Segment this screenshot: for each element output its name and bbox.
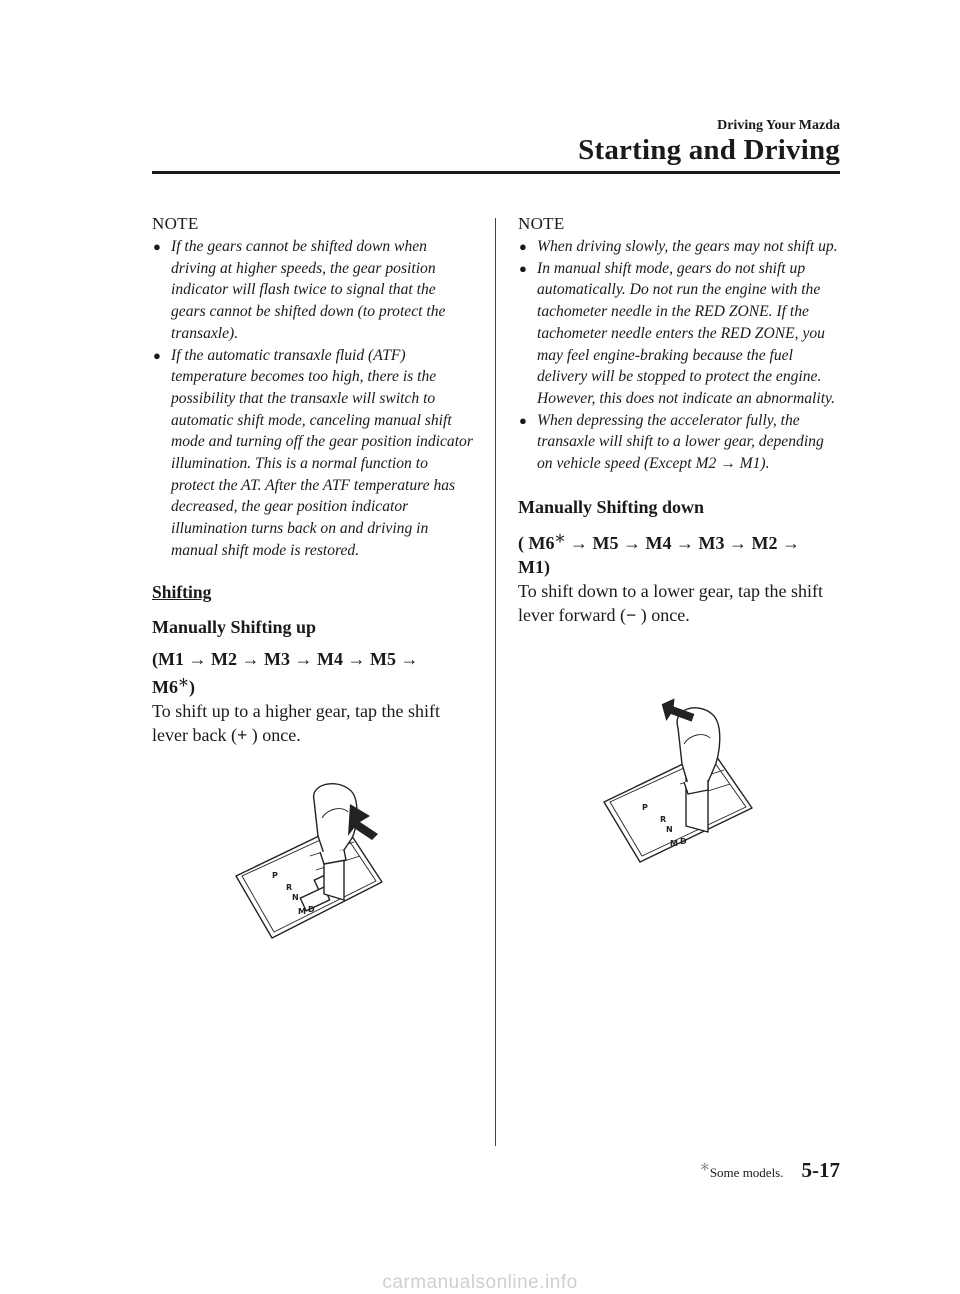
gate-label: N bbox=[292, 893, 299, 902]
gear-sequence bbox=[518, 527, 840, 579]
gate-label: P bbox=[642, 803, 648, 812]
watermark: carmanualsonline.info bbox=[382, 1272, 578, 1293]
note-text: When depressing the accelerator fully, the transaxle will shift to a lower gear, depending on vehicle speed (Except M2 → M1). bbox=[537, 411, 824, 473]
page-number: 5-17 bbox=[801, 1158, 840, 1182]
instruction bbox=[518, 579, 840, 627]
gate-label: M bbox=[670, 839, 678, 848]
shift-down-illustration bbox=[600, 698, 760, 868]
note-text: In manual shift mode, gears do not shift up automatically. Do not run the engine with the tachometer needle in the RED ZONE. If the tachometer needle enters the RED ZONE, you may feel engine-braking because the fuel delivery will be stopped to protect the engine. However, this does not indicate an abnormality. bbox=[537, 259, 835, 407]
bullet-icon: ● bbox=[519, 260, 527, 276]
sequence-text: → M5 → M4 → M3 → M2 → bbox=[565, 532, 800, 553]
sequence-text: M1) bbox=[518, 556, 550, 577]
instruction-text: ) once. bbox=[640, 604, 690, 625]
note-item bbox=[518, 410, 840, 475]
note-item bbox=[152, 236, 474, 345]
header-rule bbox=[152, 171, 840, 174]
bullet-icon: ● bbox=[153, 239, 161, 254]
gate-label: D bbox=[680, 837, 687, 846]
note-list bbox=[152, 236, 474, 562]
instruction-text: To shift up to a higher gear, tap the shift lever back ( bbox=[152, 700, 440, 745]
gate-label: N bbox=[666, 825, 673, 834]
bullet-icon: ● bbox=[153, 347, 161, 363]
asterisk-icon: ＊ bbox=[699, 1162, 710, 1174]
note-list bbox=[518, 236, 840, 475]
instruction-text: To shift down to a lower gear, tap the shift lever forward ( bbox=[518, 580, 823, 625]
footnote: Some models. bbox=[709, 1165, 784, 1180]
gear-sequence bbox=[152, 647, 474, 699]
right-column bbox=[518, 214, 840, 627]
note-item bbox=[152, 345, 474, 562]
note-title: NOTE bbox=[152, 214, 199, 233]
gate-label: P bbox=[272, 871, 278, 880]
sequence-text: (M1 → M2 → M3 → M4 → M5 → bbox=[152, 648, 419, 669]
instruction bbox=[152, 699, 474, 747]
bullet-icon: ● bbox=[519, 239, 527, 254]
sequence-text: M6 bbox=[152, 676, 178, 697]
left-column bbox=[152, 214, 474, 747]
page-footer bbox=[700, 1158, 840, 1183]
instruction-text: ) once. bbox=[251, 724, 301, 745]
sequence-text: ( M6 bbox=[518, 532, 555, 553]
sequence-text: ) bbox=[189, 676, 195, 697]
minus-icon: − bbox=[625, 604, 637, 625]
note-text: When driving slowly, the gears may not shift up. bbox=[537, 238, 838, 255]
note-text: If the automatic transaxle fluid (ATF) temperature becomes too high, there is the possibility that the transaxle will switch to automatic shift mode, canceling manual shift mode and turning off the gear position indicator illumination. This is a normal function to protect the AT. After the ATF temperature has decreased, the gear position indicator illumination turns back on and driving in manual shift mode is restored. bbox=[171, 346, 473, 559]
bullet-icon: ● bbox=[519, 412, 527, 428]
gate-label: R bbox=[660, 815, 667, 824]
note-text: If the gears cannot be shifted down when driving at higher speeds, the gear position indicator will flash twice to signal that the gears cannot be shifted down (to protect the transaxle). bbox=[171, 238, 446, 342]
asterisk-icon: ＊ bbox=[178, 676, 189, 689]
note-item bbox=[518, 236, 840, 258]
note-item bbox=[518, 258, 840, 410]
chapter-label: Driving Your Mazda bbox=[717, 118, 840, 133]
note-title: NOTE bbox=[518, 214, 565, 233]
asterisk-icon: ＊ bbox=[554, 532, 566, 545]
page-title: Starting and Driving bbox=[578, 134, 840, 166]
subheading: Manually Shifting up bbox=[152, 616, 317, 637]
subheading: Manually Shifting down bbox=[518, 496, 705, 517]
column-divider bbox=[495, 218, 496, 1146]
section-heading: Shifting bbox=[152, 581, 212, 602]
gate-label: R bbox=[286, 883, 293, 892]
gate-label: D bbox=[308, 905, 315, 914]
shift-up-illustration bbox=[232, 782, 392, 942]
plus-icon: + bbox=[236, 724, 248, 745]
gate-label: M bbox=[298, 907, 306, 916]
